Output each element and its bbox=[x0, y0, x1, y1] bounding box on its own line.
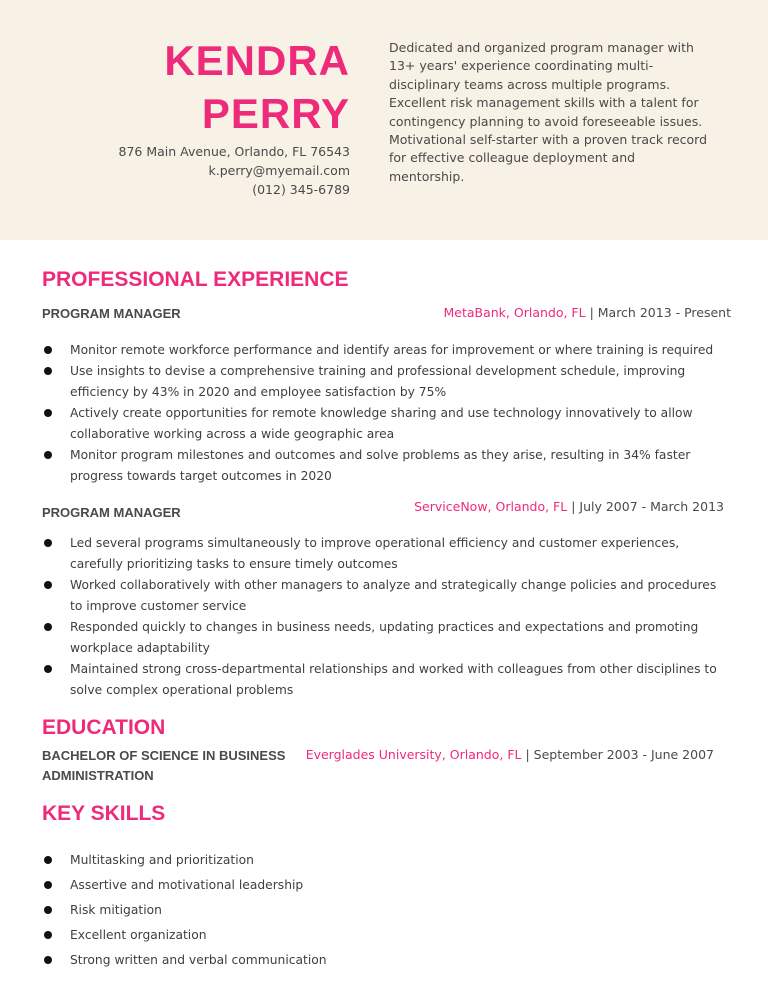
resume-header bbox=[0, 0, 768, 240]
job-bullets-1 bbox=[42, 340, 722, 487]
experience-heading: PROFESSIONAL EXPERIENCE bbox=[42, 268, 349, 291]
profile-summary: Dedicated and organized program manager with 13+ years' experience coordinating multi-disciplinary teams across multiple programs. Excellent risk management skills with a talent for contingency planning to avoid foreseeable issues. Motivational self-starter with a proven track record for effective colleague deployment and mentorship. bbox=[389, 40, 708, 184]
list-item: Use insights to devise a comprehensive training and professional development schedule, improving efficiency by 43% in 2020 and employee satisfaction by 75% bbox=[42, 361, 722, 403]
contact-info bbox=[119, 142, 351, 199]
job-meta-1 bbox=[443, 305, 731, 320]
list-item: Multitasking and prioritization bbox=[42, 850, 722, 871]
job-dates-1: | March 2013 - Present bbox=[585, 305, 731, 320]
list-item: Assertive and motivational leadership bbox=[42, 875, 722, 896]
education-meta bbox=[306, 747, 714, 762]
list-item: Responded quickly to changes in business needs, updating practices and expectations and promoting workplace adaptability bbox=[42, 617, 722, 659]
name-last: PERRY bbox=[201, 90, 350, 137]
job-employer-2: ServiceNow, Orlando, FL bbox=[414, 499, 568, 514]
job-title-2: PROGRAM MANAGER bbox=[42, 505, 181, 520]
education-dates: | September 2003 - June 2007 bbox=[521, 747, 714, 762]
list-item: Actively create opportunities for remote knowledge sharing and use technology innovatively to allow collaborative working across a wide geographic area bbox=[42, 403, 722, 445]
skills-list bbox=[42, 850, 722, 971]
list-item: Excellent organization bbox=[42, 925, 722, 946]
list-item: Monitor remote workforce performance and identify areas for improvement or where training is required bbox=[42, 340, 722, 361]
list-item: Worked collaboratively with other managers to analyze and strategically change policies and procedures to improve customer service bbox=[42, 575, 722, 617]
list-item: Strong written and verbal communication bbox=[42, 950, 722, 971]
address: 876 Main Avenue, Orlando, FL 76543 bbox=[118, 144, 350, 159]
list-item: Maintained strong cross-departmental relationships and worked with colleagues from other disciplines to solve complex operational problems bbox=[42, 659, 722, 701]
education-heading: EDUCATION bbox=[42, 716, 166, 739]
job-title-1: PROGRAM MANAGER bbox=[42, 306, 181, 321]
list-item: Led several programs simultaneously to improve operational efficiency and customer experiences, carefully prioritizing tasks to ensure timely outcomes bbox=[42, 533, 722, 575]
phone: (012) 345-6789 bbox=[252, 182, 350, 197]
list-item: Monitor program milestones and outcomes and solve problems as they arise, resulting in 34% faster progress towards target outcomes in 2020 bbox=[42, 445, 722, 487]
job-bullets-2 bbox=[42, 533, 722, 701]
job-employer-1: MetaBank, Orlando, FL bbox=[443, 305, 586, 320]
education-degree: BACHELOR OF SCIENCE IN BUSINESS ADMINISTRATION bbox=[42, 748, 286, 783]
skills-heading: KEY SKILLS bbox=[42, 802, 166, 825]
list-item: Risk mitigation bbox=[42, 900, 722, 921]
email: k.perry@myemail.com bbox=[208, 163, 350, 178]
education-school: Everglades University, Orlando, FL bbox=[305, 747, 522, 762]
job-meta-2 bbox=[414, 499, 724, 514]
job-dates-2: | July 2007 - March 2013 bbox=[567, 499, 724, 514]
candidate-name bbox=[164, 34, 350, 140]
name-first: KENDRA bbox=[164, 37, 350, 84]
